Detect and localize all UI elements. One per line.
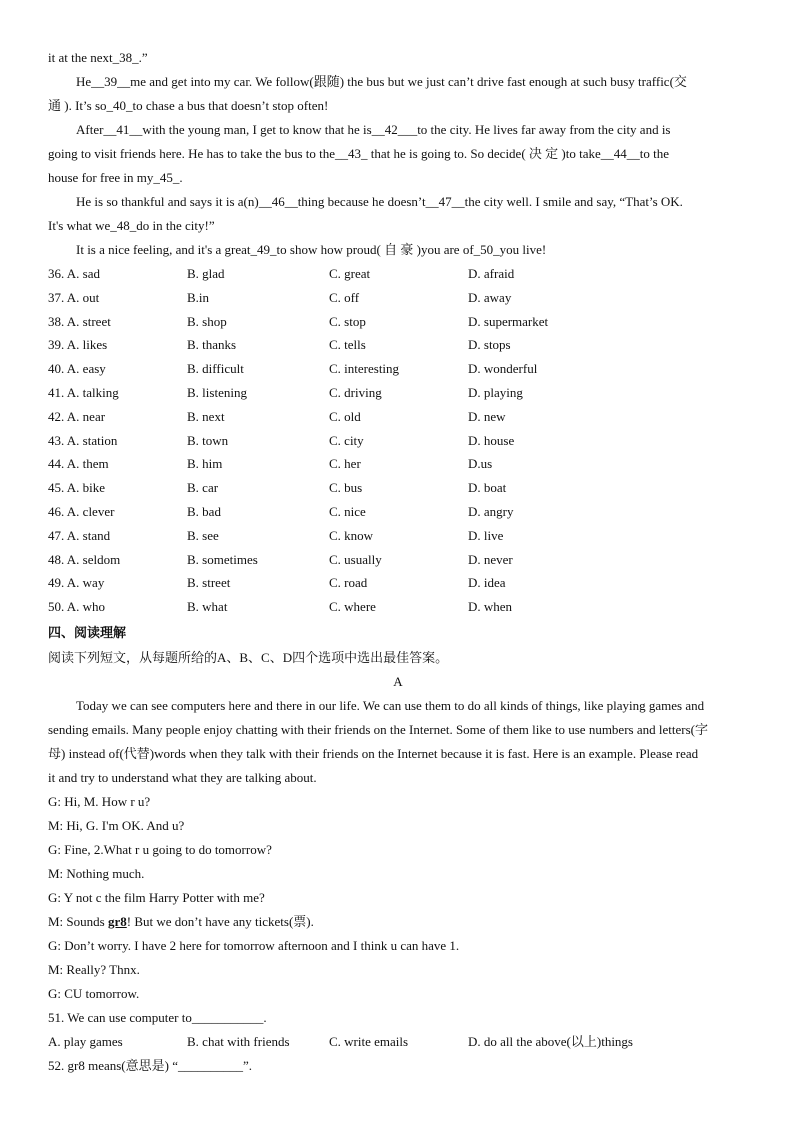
option-b: B. him (187, 456, 223, 472)
option-d: D. never (468, 551, 513, 567)
passage-line: 通 ). It’s so_40_to chase a bus that doesn’t stop often! (48, 98, 329, 113)
passage-line: it and try to understand what they are talking about. (48, 770, 317, 785)
question-row (48, 333, 748, 357)
passage-line: He is so thankful and says it is a(n)__46__thing because he doesn’t__47__the city well. I smile and say, “That’s OK. (76, 194, 683, 209)
option-c: C. stop (329, 313, 366, 329)
passage-line: going to visit friends here. He has to take the bus to the__43_ that he is going to. So decide( 决 定 )to take__44__to the (48, 146, 669, 161)
option-a: 50. A. who (48, 599, 106, 615)
option-d: D. boat (468, 480, 507, 496)
question-row (48, 548, 748, 572)
option-b: B. what (187, 599, 228, 615)
question-row (48, 500, 748, 524)
question-row (48, 262, 748, 286)
option-d: D. stops (468, 337, 511, 353)
question-row (48, 571, 748, 595)
option-a: 44. A. them (48, 456, 109, 472)
option-d: D. idea (468, 575, 506, 591)
option-d: D. away (468, 289, 512, 305)
passage-line: house for free in my_45_. (48, 170, 183, 185)
option-a: 47. A. stand (48, 527, 111, 543)
question-row (48, 310, 748, 334)
option-b: B. street (187, 575, 231, 591)
option-a: 48. A. seldom (48, 551, 121, 567)
option-d: D. when (468, 599, 513, 615)
option-b: B. glad (187, 266, 225, 281)
option-a: 46. A. clever (48, 504, 115, 519)
dialog-line: M: Really? Thnx. (48, 962, 140, 977)
option-c: C. old (329, 408, 361, 424)
question-row (48, 476, 748, 500)
option-d: D. live (468, 527, 504, 543)
option-b: B. bad (187, 504, 221, 519)
option-a: 36. A. sad (48, 266, 100, 281)
option-b: B. listening (187, 385, 247, 400)
option-d: D. angry (468, 504, 514, 519)
question-51: 51. We can use computer to___________. (48, 1010, 267, 1025)
option-a: 41. A. talking (48, 385, 119, 400)
dialog-text: M: Sounds (48, 914, 108, 929)
question-row (48, 429, 748, 453)
question-row (48, 452, 748, 476)
passage-line: He__39__me and get into my car. We follow(跟随) the bus but we just can’t drive fast enough at such busy traffic(交 (76, 74, 687, 89)
section-instruction: 阅读下列短文，从每题所给的A、B、C、D四个选项中选出最佳答案。 (48, 650, 449, 665)
option-b: B. sometimes (187, 551, 258, 567)
option-c: C. city (329, 432, 364, 448)
option-c: C. know (329, 527, 374, 543)
option-b: B. shop (187, 313, 227, 329)
option-c: C. write emails (329, 1034, 409, 1049)
option-c: C. driving (329, 385, 382, 400)
section-heading: 四、阅读理解 (48, 626, 127, 641)
dialog-text: ! But we don’t have any tickets(票). (126, 914, 314, 929)
option-d: D. do all the above(以上)things (468, 1034, 633, 1049)
option-d: D. new (468, 408, 506, 424)
option-c: C. tells (329, 337, 366, 353)
option-b: B. car (187, 480, 219, 496)
option-c: C. usually (329, 551, 382, 567)
option-a: 38. A. street (48, 313, 111, 329)
option-a: 45. A. bike (48, 480, 106, 496)
passage-line: it at the next_38_.” (48, 50, 148, 65)
option-c: C. where (329, 599, 376, 615)
option-d: D. playing (468, 385, 523, 400)
dialog-line: G: Fine, 2.What r u going to do tomorrow? (48, 842, 272, 857)
option-d: D.us (468, 456, 493, 472)
dialog-line (48, 910, 748, 934)
option-b: B. next (187, 408, 225, 424)
passage-line: 母) instead of(代替)words when they talk with their friends on the Internet because it is fast. Here is an example. Please read (48, 746, 699, 761)
option-c: C. bus (329, 480, 363, 496)
question-row (48, 286, 748, 310)
passage-line: sending emails. Many people enjoy chatting with their friends on the Internet. Some of them like to use numbers and letters(字 (48, 722, 708, 737)
option-a: 43. A. station (48, 432, 118, 448)
question-51-options (48, 1030, 748, 1054)
option-a: 37. A. out (48, 289, 100, 305)
option-b: B. see (187, 527, 219, 543)
option-d: D. wonderful (468, 361, 538, 377)
highlighted-abbreviation: gr8 (107, 914, 127, 929)
option-a: 39. A. likes (48, 337, 108, 353)
question-row (48, 405, 748, 429)
passage-line: It's what we_48_do in the city!” (48, 218, 215, 233)
question-52: 52. gr8 means(意思是) “__________”. (48, 1058, 252, 1073)
dialog-line: G: Y not c the film Harry Potter with me? (48, 890, 265, 905)
question-row (48, 381, 748, 405)
option-c: C. great (329, 266, 371, 281)
option-d: D. house (468, 432, 515, 448)
question-row (48, 595, 748, 619)
passage-line: After__41__with the young man, I get to know that he is__42___to the city. He lives far away from the city and is (76, 122, 671, 137)
dialog-line: M: Nothing much. (48, 866, 145, 881)
dialog-line: G: CU tomorrow. (48, 986, 140, 1001)
option-b: B. chat with friends (187, 1034, 290, 1049)
dialog-line: G: Don’t worry. I have 2 here for tomorrow afternoon and I think u can have 1. (48, 938, 460, 953)
passage-line: Today we can see computers here and there in our life. We can use them to do all kinds of things, like playing games and (76, 698, 705, 713)
option-c: C. road (329, 575, 368, 591)
option-b: B.in (187, 289, 210, 305)
option-a: A. play games (48, 1034, 123, 1049)
option-a: 42. A. near (48, 408, 106, 424)
question-row (48, 357, 748, 381)
option-b: B. town (187, 432, 229, 448)
option-b: B. thanks (187, 337, 237, 353)
dialog-line: M: Hi, G. I'm OK. And u? (48, 818, 185, 833)
option-c: C. interesting (329, 361, 400, 377)
option-d: D. afraid (468, 266, 515, 281)
passage-line: It is a nice feeling, and it's a great_49_to show how proud( 自 豪 )you are of_50_you live! (76, 242, 547, 257)
option-d: D. supermarket (468, 313, 549, 329)
passage-letter: A (393, 674, 403, 689)
option-c: C. her (329, 456, 361, 472)
option-a: 49. A. way (48, 575, 105, 591)
question-row (48, 524, 748, 548)
option-c: C. nice (329, 504, 366, 519)
option-a: 40. A. easy (48, 361, 106, 377)
dialog-line: G: Hi, M. How r u? (48, 794, 151, 809)
option-c: C. off (329, 289, 360, 305)
option-b: B. difficult (187, 361, 244, 377)
